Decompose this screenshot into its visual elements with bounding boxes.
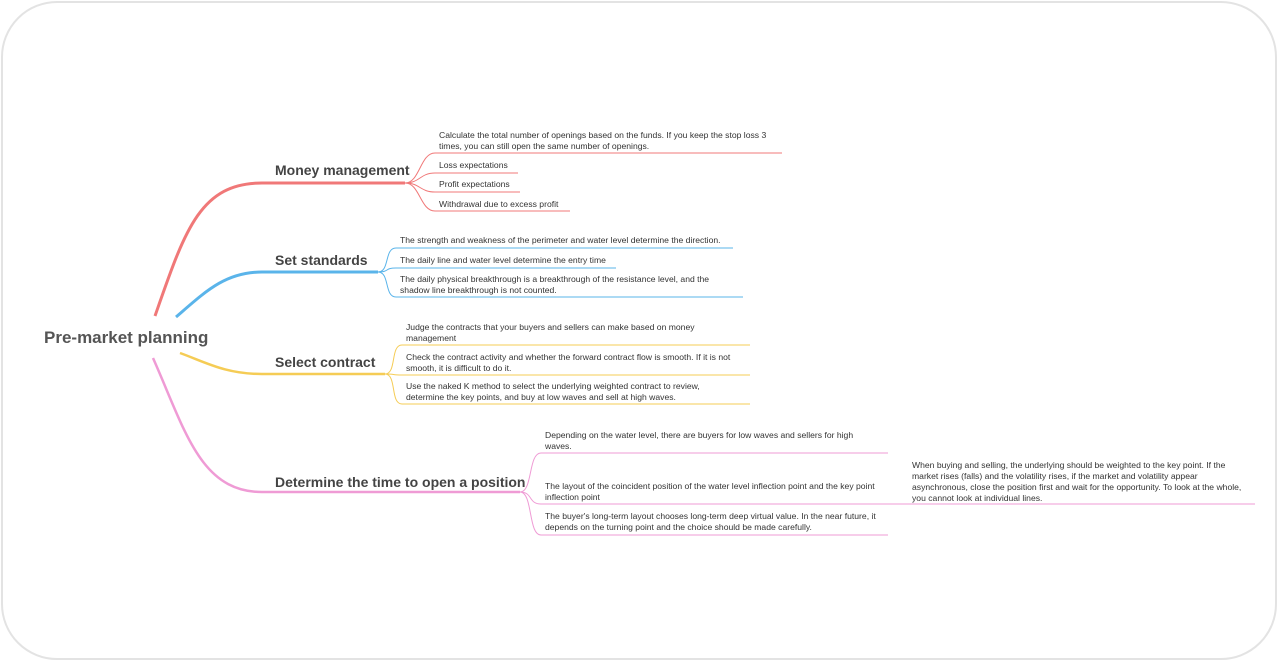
- link-root-standards: [176, 272, 378, 317]
- contract-item-3[interactable]: Use the naked K method to select the underlying weighted contract to review, determine the key points, and buy at low waves and sell at high waves.: [406, 381, 700, 402]
- standards-item-3[interactable]: The daily physical breakthrough is a breakthrough of the resistance level, and the shadow line breakthrough is not counted.: [400, 274, 710, 295]
- branch-set-standards[interactable]: Set standards: [275, 252, 368, 268]
- link-root-money: [155, 183, 405, 316]
- branch-determine-time[interactable]: Determine the time to open a position: [275, 474, 526, 490]
- branch-money-management[interactable]: Money management: [275, 162, 410, 178]
- standards-item-1[interactable]: The strength and weakness of the perimeter and water level determine the direction.: [400, 235, 721, 245]
- contract-item-2[interactable]: Check the contract activity and whether the forward contract flow is smooth. If it is not smooth, it is difficult to do it.: [406, 352, 731, 373]
- timing-subitem[interactable]: When buying and selling, the underlying should be weighted to the key point. If the market rises (falls) and the volatility rises, if the market and volatility appear asynchronous, close the position first and wait for the opportunity. To look at the whole, you cannot look at individual lines.: [912, 460, 1242, 503]
- contract-item-1[interactable]: Judge the contracts that your buyers and sellers can make based on money management: [406, 322, 695, 343]
- money-item-2[interactable]: Loss expectations: [439, 160, 508, 170]
- root-topic[interactable]: Pre-market planning: [44, 328, 209, 347]
- standards-item-2[interactable]: The daily line and water level determine the entry time: [400, 255, 606, 265]
- branch-select-contract[interactable]: Select contract: [275, 354, 376, 370]
- money-item-3[interactable]: Profit expectations: [439, 179, 510, 189]
- link-contract-2: [385, 374, 750, 375]
- money-item-1[interactable]: Calculate the total number of openings based on the funds. If you keep the stop loss 3 times, you can still open the same number of openings.: [439, 130, 767, 151]
- timing-item-1[interactable]: Depending on the water level, there are buyers for low waves and sellers for high waves.: [545, 430, 854, 451]
- link-standards-2: [378, 268, 616, 272]
- money-item-4[interactable]: Withdrawal due to excess profit: [439, 199, 559, 209]
- timing-item-3[interactable]: The buyer's long-term layout chooses long-term deep virtual value. In the near future, it depends on the turning point and the choice should be made carefully.: [545, 511, 876, 532]
- timing-item-2[interactable]: The layout of the coincident position of the water level inflection point and the key point inflection point: [545, 481, 875, 502]
- link-root-timing: [153, 358, 520, 492]
